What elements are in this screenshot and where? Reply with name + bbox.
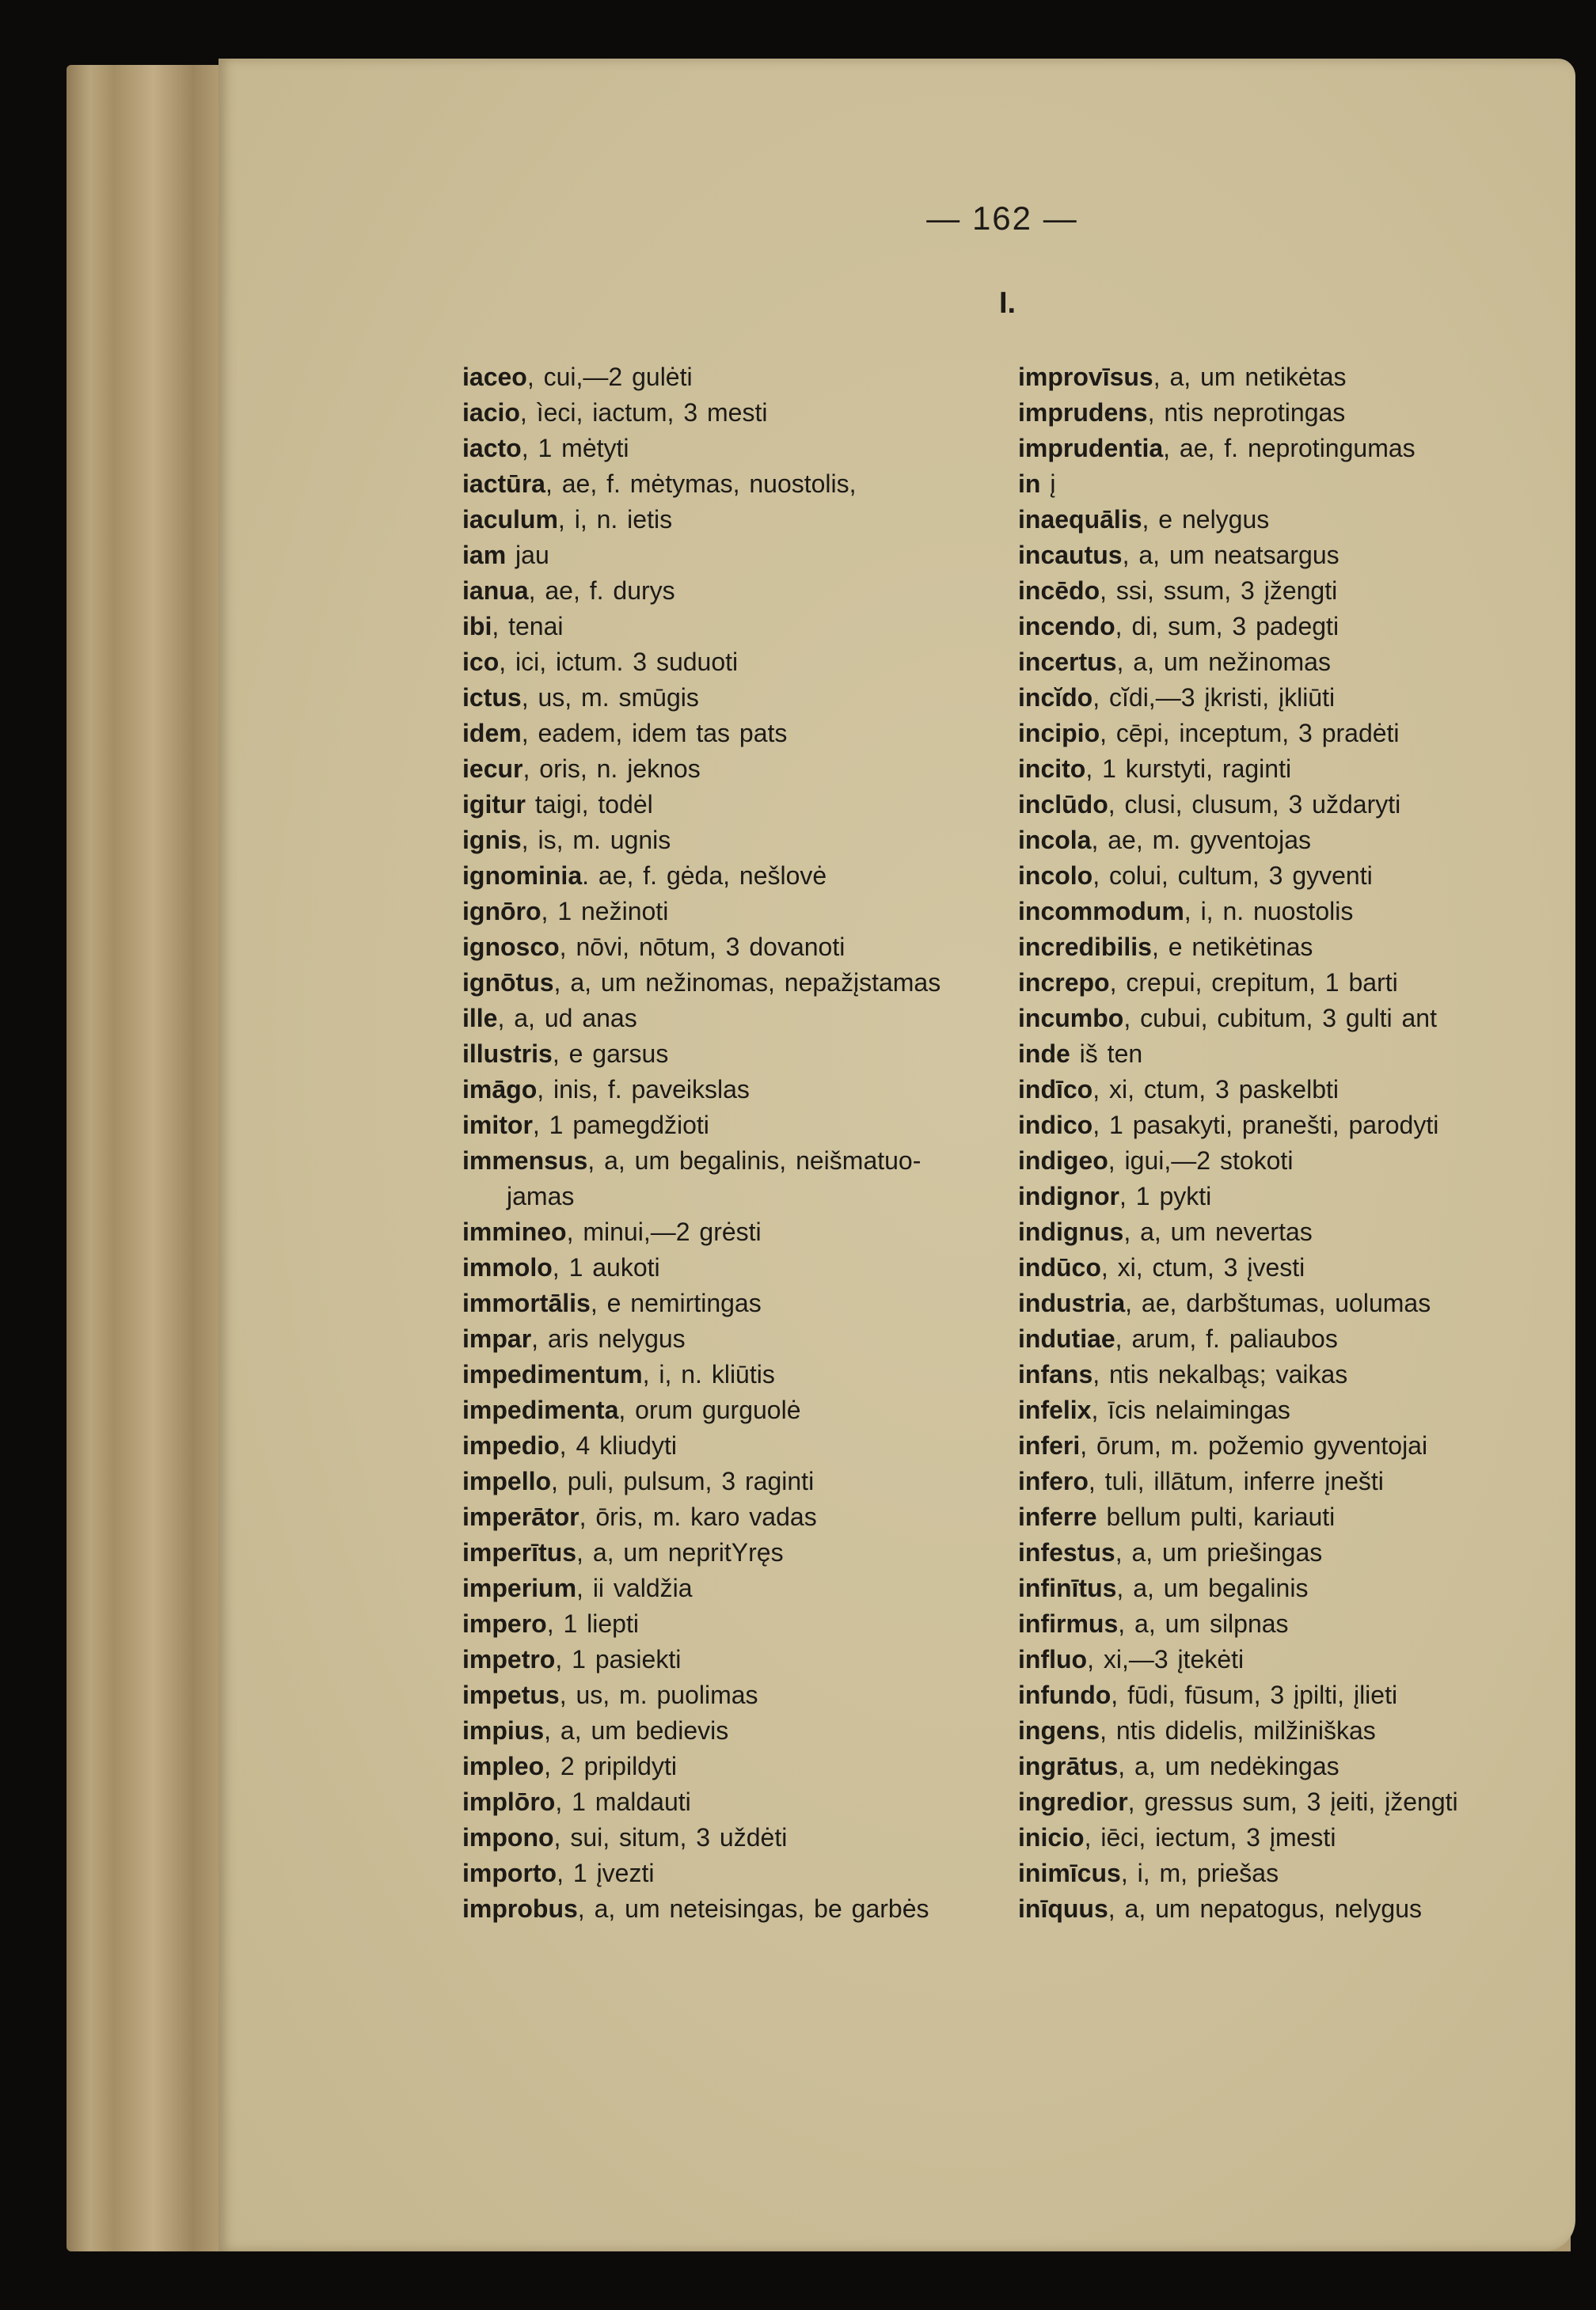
entry-definition: , 1 kurstyti, raginti bbox=[1085, 754, 1292, 783]
entry-definition: , gressus sum, 3 įeiti, įžengti bbox=[1127, 1788, 1458, 1816]
entry-headword: ingrātus bbox=[1018, 1752, 1119, 1780]
entry-definition: , i, n. kliūtis bbox=[642, 1360, 775, 1389]
entry-headword: inicio bbox=[1018, 1823, 1085, 1852]
entry-headword: impedimentum bbox=[462, 1360, 643, 1389]
entry-definition: , orum gurguolė bbox=[618, 1396, 801, 1424]
entry-definition: , oris, n. jeknos bbox=[522, 754, 701, 783]
entry-definition: , xi, ctum, 3 paskelbti bbox=[1092, 1075, 1339, 1104]
entry-headword: infero bbox=[1018, 1467, 1089, 1495]
entry-headword: iaceo bbox=[462, 363, 527, 391]
dictionary-entry bbox=[1018, 573, 1458, 609]
entry-headword: impero bbox=[462, 1609, 547, 1638]
dictionary-entry bbox=[1018, 680, 1458, 716]
entry-definition: , 4 kliudyti bbox=[559, 1431, 677, 1460]
entry-definition: jau bbox=[506, 541, 549, 569]
dictionary-entry bbox=[1018, 1856, 1458, 1891]
dictionary-entry bbox=[462, 823, 940, 858]
entry-headword: immensus bbox=[462, 1146, 588, 1175]
dictionary-entry bbox=[462, 1891, 940, 1927]
entry-definition: iš ten bbox=[1070, 1039, 1143, 1068]
entry-headword: iacio bbox=[462, 398, 520, 427]
entry-definition: , crepui, crepitum, 1 barti bbox=[1109, 968, 1398, 997]
entry-headword: ibi bbox=[462, 612, 492, 640]
entry-definition: , īcis nelaimingas bbox=[1091, 1396, 1290, 1424]
dictionary-entry bbox=[462, 1392, 940, 1428]
dictionary-entry bbox=[1018, 1357, 1458, 1392]
dictionary-entry bbox=[1018, 1677, 1458, 1713]
dictionary-entry bbox=[1018, 1499, 1458, 1535]
entry-definition: , ii valdžia bbox=[576, 1574, 693, 1602]
entry-definition: , ntis nekalbąs; vaikas bbox=[1092, 1360, 1348, 1389]
entry-definition: , a, um neatsargus bbox=[1122, 541, 1340, 569]
dictionary-entry bbox=[462, 965, 940, 1001]
dictionary-entry bbox=[1018, 1036, 1458, 1072]
dictionary-entry bbox=[1018, 1749, 1458, 1784]
entry-definition: , us, m. puolimas bbox=[559, 1681, 758, 1709]
entry-definition: , a, um nežinomas, nepažįstamas bbox=[553, 968, 941, 997]
dictionary-entry bbox=[462, 1286, 940, 1321]
dictionary-entry bbox=[1018, 538, 1458, 573]
entry-headword: infirmus bbox=[1018, 1609, 1119, 1638]
entry-definition: , puli, pulsum, 3 raginti bbox=[551, 1467, 815, 1495]
dictionary-entry bbox=[1018, 823, 1458, 858]
entry-definition: , 1 pamegdžioti bbox=[532, 1111, 709, 1139]
page-number: — 162 — bbox=[926, 199, 1078, 237]
entry-headword: imperītus bbox=[462, 1538, 577, 1567]
entry-headword: indutiae bbox=[1018, 1324, 1115, 1353]
dictionary-entry bbox=[1018, 1428, 1458, 1464]
dictionary-entry bbox=[1018, 858, 1458, 894]
dictionary-entry bbox=[1018, 609, 1458, 644]
entry-headword: infestus bbox=[1018, 1538, 1115, 1567]
dictionary-entry bbox=[462, 1606, 940, 1642]
entry-headword: inclūdo bbox=[1018, 790, 1108, 819]
entry-definition: , igui,—2 stokoti bbox=[1108, 1146, 1294, 1175]
dictionary-entry bbox=[462, 716, 940, 751]
entry-headword: ingredior bbox=[1018, 1788, 1128, 1816]
entry-headword: impetus bbox=[462, 1681, 560, 1709]
entry-definition: , ntis didelis, milžiniškas bbox=[1100, 1716, 1376, 1745]
dictionary-entry bbox=[1018, 395, 1458, 431]
entry-headword: impello bbox=[462, 1467, 552, 1495]
entry-headword: in bbox=[1018, 469, 1041, 498]
entry-definition: , cēpi, inceptum, 3 pradėti bbox=[1100, 719, 1400, 747]
dictionary-entry bbox=[462, 502, 940, 538]
entry-definition: , us, m. smūgis bbox=[521, 683, 699, 712]
dictionary-entry bbox=[462, 538, 940, 573]
entry-definition: , sui, situm, 3 uždėti bbox=[553, 1823, 788, 1852]
entry-headword: impar bbox=[462, 1324, 532, 1353]
entry-definition: , a, um nežinomas bbox=[1116, 648, 1331, 676]
entry-definition: , a, um begalinis, neišmatuo- bbox=[587, 1146, 922, 1175]
dictionary-entry bbox=[1018, 644, 1458, 680]
entry-headword: ille bbox=[462, 1004, 498, 1032]
entry-definition: , 1 pykti bbox=[1119, 1182, 1212, 1210]
dictionary-column-left bbox=[462, 359, 940, 1927]
entry-headword: improbus bbox=[462, 1894, 578, 1923]
entry-definition: , a, um begalinis bbox=[1116, 1574, 1309, 1602]
dictionary-entry bbox=[462, 609, 940, 644]
entry-definition: , 1 pasakyti, pranešti, parodyti bbox=[1092, 1111, 1439, 1139]
entry-headword: infelix bbox=[1018, 1396, 1092, 1424]
entry-definition: , ae, f. durys bbox=[528, 576, 675, 605]
entry-headword: imitor bbox=[462, 1111, 533, 1139]
entry-definition: , a, um nedėkingas bbox=[1118, 1752, 1340, 1780]
entry-headword: iaculum bbox=[462, 505, 558, 534]
entry-headword: incendo bbox=[1018, 612, 1115, 640]
entry-headword: incertus bbox=[1018, 648, 1117, 676]
entry-headword: indico bbox=[1018, 1111, 1093, 1139]
entry-headword: iacto bbox=[462, 434, 522, 462]
dictionary-entry bbox=[462, 644, 940, 680]
dictionary-entry bbox=[462, 1713, 940, 1749]
entry-definition: , ae, m. gyventojas bbox=[1091, 826, 1312, 854]
entry-headword: impono bbox=[462, 1823, 554, 1852]
entry-definition: , ōrum, m. požemio gyventojai bbox=[1080, 1431, 1428, 1460]
entry-definition: , 1 pasiekti bbox=[555, 1645, 682, 1674]
entry-headword: ignominia bbox=[462, 861, 583, 890]
dictionary-entry bbox=[1018, 466, 1458, 502]
entry-definition: , eadem, idem tas pats bbox=[521, 719, 788, 747]
entry-headword: implōro bbox=[462, 1788, 556, 1816]
entry-definition: , ssi, ssum, 3 įžengti bbox=[1100, 576, 1338, 605]
entry-headword: impleo bbox=[462, 1752, 545, 1780]
entry-headword: ianua bbox=[462, 576, 529, 605]
entry-definition: , a, um priešingas bbox=[1115, 1538, 1323, 1567]
entry-headword: immortālis bbox=[462, 1289, 591, 1317]
dictionary-entry bbox=[462, 1499, 940, 1535]
dictionary-entry bbox=[462, 431, 940, 466]
entry-headword: indigeo bbox=[1018, 1146, 1108, 1175]
entry-headword: igitur bbox=[462, 790, 526, 819]
entry-definition: bellum pulti, kariauti bbox=[1096, 1503, 1336, 1531]
dictionary-entry bbox=[462, 894, 940, 929]
entry-headword: impius bbox=[462, 1716, 545, 1745]
entry-headword: immineo bbox=[462, 1218, 567, 1246]
entry-headword: impedimenta bbox=[462, 1396, 619, 1424]
entry-definition: į bbox=[1040, 469, 1056, 498]
dictionary-entry bbox=[1018, 1891, 1458, 1927]
entry-headword: incredibilis bbox=[1018, 933, 1152, 961]
entry-definition: , inis, f. paveikslas bbox=[537, 1075, 750, 1104]
entry-headword: impetro bbox=[462, 1645, 556, 1674]
entry-definition: , cui,—2 gulėti bbox=[526, 363, 693, 391]
entry-definition: , i, n. ietis bbox=[557, 505, 673, 534]
dictionary-entry bbox=[1018, 1108, 1458, 1143]
dictionary-entry bbox=[462, 395, 940, 431]
entry-definition: . ae, f. gėda, nešlovė bbox=[582, 861, 827, 890]
entry-headword: incĭdo bbox=[1018, 683, 1093, 712]
entry-headword: imprudens bbox=[1018, 398, 1148, 427]
dictionary-entry bbox=[1018, 1642, 1458, 1677]
entry-definition: , 1 mėtyti bbox=[521, 434, 629, 462]
entry-headword: indignor bbox=[1018, 1182, 1119, 1210]
entry-definition: , minui,—2 grėsti bbox=[566, 1218, 762, 1246]
entry-definition: , colui, cultum, 3 gyventi bbox=[1092, 861, 1373, 890]
entry-headword: increpo bbox=[1018, 968, 1110, 997]
entry-headword: ictus bbox=[462, 683, 522, 712]
entry-headword: ignōro bbox=[462, 897, 542, 925]
entry-definition: , a, um nepritYręs bbox=[576, 1538, 784, 1567]
entry-definition: , ici, ictum. 3 suduoti bbox=[499, 648, 739, 676]
entry-definition: , i, n. nuostolis bbox=[1184, 897, 1354, 925]
entry-definition: , 1 nežinoti bbox=[541, 897, 669, 925]
entry-headword: infans bbox=[1018, 1360, 1093, 1389]
entry-headword: industria bbox=[1018, 1289, 1126, 1317]
entry-definition: , a, um netikėtas bbox=[1153, 363, 1347, 391]
entry-headword: ignōtus bbox=[462, 968, 554, 997]
entry-definition: , nōvi, nōtum, 3 dovanoti bbox=[559, 933, 846, 961]
dictionary-entry bbox=[462, 1856, 940, 1891]
entry-definition: , e garsus bbox=[552, 1039, 669, 1068]
entry-definition: , ae, f. neprotingumas bbox=[1163, 434, 1416, 462]
entry-headword: ico bbox=[462, 648, 500, 676]
entry-definition: , a, ud anas bbox=[497, 1004, 637, 1032]
entry-definition: , e nemirtingas bbox=[590, 1289, 762, 1317]
dictionary-entry bbox=[462, 1820, 940, 1856]
dictionary-column-right bbox=[1018, 359, 1458, 1927]
dictionary-entry bbox=[1018, 929, 1458, 965]
entry-definition: , a, um neteisingas, be garbės bbox=[577, 1894, 929, 1923]
dictionary-entry bbox=[462, 1108, 940, 1143]
entry-continuation: jamas bbox=[507, 1182, 575, 1210]
dictionary-entry bbox=[462, 751, 940, 787]
dictionary-entry bbox=[462, 1214, 940, 1250]
entry-definition: , ntis neprotingas bbox=[1147, 398, 1346, 427]
entry-headword: ignosco bbox=[462, 933, 560, 961]
entry-headword: imperātor bbox=[462, 1503, 580, 1531]
dictionary-entry bbox=[1018, 1535, 1458, 1571]
entry-definition: , aris nelygus bbox=[531, 1324, 686, 1353]
entry-definition: , is, m. ugnis bbox=[521, 826, 671, 854]
entry-definition: , ae, darbštumas, uolumas bbox=[1125, 1289, 1431, 1317]
dictionary-entry bbox=[462, 359, 940, 395]
entry-definition: , cubui, cubitum, 3 gulti ant bbox=[1123, 1004, 1437, 1032]
entry-definition: , 2 pripildyti bbox=[544, 1752, 677, 1780]
entry-headword: ignis bbox=[462, 826, 522, 854]
entry-headword: incautus bbox=[1018, 541, 1123, 569]
dictionary-entry bbox=[1018, 1571, 1458, 1606]
dictionary-entry bbox=[462, 1143, 940, 1179]
entry-headword: incumbo bbox=[1018, 1004, 1124, 1032]
entry-headword: inaequālis bbox=[1018, 505, 1142, 534]
section-letter-heading: I. bbox=[999, 287, 1016, 320]
entry-definition: , tenai bbox=[492, 612, 564, 640]
dictionary-entry bbox=[1018, 1392, 1458, 1428]
dictionary-entry bbox=[1018, 1784, 1458, 1820]
entry-headword: indīco bbox=[1018, 1075, 1093, 1104]
dictionary-entry bbox=[462, 1428, 940, 1464]
entry-definition: , 1 aukoti bbox=[552, 1253, 660, 1282]
entry-headword: immolo bbox=[462, 1253, 553, 1282]
entry-headword: iam bbox=[462, 541, 507, 569]
entry-definition: , i, m, priešas bbox=[1120, 1859, 1279, 1887]
dictionary-entry bbox=[1018, 431, 1458, 466]
entry-definition: , e netikėtinas bbox=[1151, 933, 1313, 961]
dictionary-entry bbox=[1018, 1713, 1458, 1749]
entry-headword: incēdo bbox=[1018, 576, 1100, 605]
dictionary-entry bbox=[1018, 1214, 1458, 1250]
entry-definition: , di, sum, 3 padegti bbox=[1115, 612, 1340, 640]
dictionary-entry bbox=[462, 1642, 940, 1677]
dictionary-entry bbox=[462, 1357, 940, 1392]
dictionary-entry bbox=[1018, 502, 1458, 538]
entry-definition: , tuli, illātum, inferre įnešti bbox=[1088, 1467, 1384, 1495]
entry-headword: imprudentia bbox=[1018, 434, 1164, 462]
entry-definition: , ōris, m. karo vadas bbox=[579, 1503, 817, 1531]
entry-headword: inferre bbox=[1018, 1503, 1097, 1531]
dictionary-entry bbox=[462, 680, 940, 716]
entry-headword: incolo bbox=[1018, 861, 1093, 890]
dictionary-entry bbox=[462, 1535, 940, 1571]
dictionary-entry bbox=[462, 1072, 940, 1108]
dictionary-entry bbox=[1018, 1001, 1458, 1036]
entry-headword: imāgo bbox=[462, 1075, 538, 1104]
dictionary-entry bbox=[462, 1036, 940, 1072]
entry-definition: , a, um nevertas bbox=[1123, 1218, 1313, 1246]
dictionary-entry bbox=[462, 466, 940, 502]
entry-definition: taigi, todėl bbox=[525, 790, 653, 819]
entry-headword: inīquus bbox=[1018, 1894, 1108, 1923]
entry-headword: iactūra bbox=[462, 469, 545, 498]
dictionary-entry bbox=[1018, 894, 1458, 929]
dictionary-entry bbox=[1018, 1072, 1458, 1108]
dictionary-entry bbox=[462, 1464, 940, 1499]
entry-definition: , cĭdi,—3 įkristi, įkliūti bbox=[1092, 683, 1336, 712]
entry-definition: , a, um silpnas bbox=[1118, 1609, 1289, 1638]
entry-definition: , 1 liepti bbox=[546, 1609, 639, 1638]
entry-headword: ingens bbox=[1018, 1716, 1100, 1745]
entry-headword: infundo bbox=[1018, 1681, 1112, 1709]
dictionary-entry bbox=[462, 1250, 940, 1286]
entry-headword: inferi bbox=[1018, 1431, 1081, 1460]
entry-definition: , 1 įvezti bbox=[557, 1859, 655, 1887]
entry-definition: , e nelygus bbox=[1142, 505, 1270, 534]
dictionary-entry bbox=[1018, 716, 1458, 751]
entry-definition: , a, um bedievis bbox=[544, 1716, 729, 1745]
entry-headword: illustris bbox=[462, 1039, 553, 1068]
dictionary-entry bbox=[1018, 787, 1458, 823]
entry-definition: , xi, ctum, 3 įvesti bbox=[1100, 1253, 1305, 1282]
entry-definition: , ìeci, iactum, 3 mesti bbox=[519, 398, 768, 427]
dictionary-entry bbox=[1018, 1250, 1458, 1286]
dictionary-entry bbox=[462, 573, 940, 609]
entry-headword: influo bbox=[1018, 1645, 1088, 1674]
entry-definition: , iēci, iectum, 3 įmesti bbox=[1084, 1823, 1336, 1852]
entry-definition: , arum, f. paliaubos bbox=[1115, 1324, 1338, 1353]
entry-headword: impedio bbox=[462, 1431, 560, 1460]
dictionary-entry bbox=[1018, 359, 1458, 395]
entry-headword: inimīcus bbox=[1018, 1859, 1121, 1887]
dictionary-entry bbox=[462, 929, 940, 965]
entry-headword: indignus bbox=[1018, 1218, 1124, 1246]
dictionary-entry bbox=[462, 1749, 940, 1784]
entry-headword: importo bbox=[462, 1859, 557, 1887]
dictionary-entry bbox=[1018, 1321, 1458, 1357]
entry-headword: idem bbox=[462, 719, 522, 747]
dictionary-entry bbox=[462, 1571, 940, 1606]
dictionary-entry bbox=[462, 1321, 940, 1357]
entry-headword: infinītus bbox=[1018, 1574, 1117, 1602]
entry-headword: inde bbox=[1018, 1039, 1070, 1068]
dictionary-entry bbox=[1018, 1464, 1458, 1499]
entry-headword: indūco bbox=[1018, 1253, 1101, 1282]
entry-headword: incipio bbox=[1018, 719, 1100, 747]
dictionary-entry bbox=[1018, 1179, 1458, 1214]
entry-headword: iecur bbox=[462, 754, 523, 783]
entry-definition: , fūdi, fūsum, 3 įpilti, įlieti bbox=[1111, 1681, 1398, 1709]
dictionary-entry bbox=[1018, 1820, 1458, 1856]
dictionary-entry bbox=[1018, 751, 1458, 787]
dictionary-entry bbox=[462, 1677, 940, 1713]
entry-definition: , ae, f. mėtymas, nuostolis, bbox=[545, 469, 857, 498]
entry-headword: incito bbox=[1018, 754, 1086, 783]
entry-definition: , xi,—3 įtekėti bbox=[1087, 1645, 1244, 1674]
dictionary-entry bbox=[1018, 1286, 1458, 1321]
dictionary-entry bbox=[1018, 1606, 1458, 1642]
dictionary-entry bbox=[462, 787, 940, 823]
dictionary-entry bbox=[1018, 965, 1458, 1001]
entry-definition: , clusi, clusum, 3 uždaryti bbox=[1108, 790, 1401, 819]
dictionary-entry bbox=[462, 1001, 940, 1036]
entry-headword: improvīsus bbox=[1018, 363, 1153, 391]
dictionary-entry bbox=[1018, 1143, 1458, 1179]
entry-headword: incola bbox=[1018, 826, 1092, 854]
entry-headword: incommodum bbox=[1018, 897, 1184, 925]
dictionary-entry bbox=[462, 858, 940, 894]
entry-headword: imperium bbox=[462, 1574, 577, 1602]
entry-definition: , 1 maldauti bbox=[555, 1788, 691, 1816]
entry-definition: , a, um nepatogus, nelygus bbox=[1108, 1894, 1423, 1923]
dictionary-entry bbox=[462, 1784, 940, 1820]
